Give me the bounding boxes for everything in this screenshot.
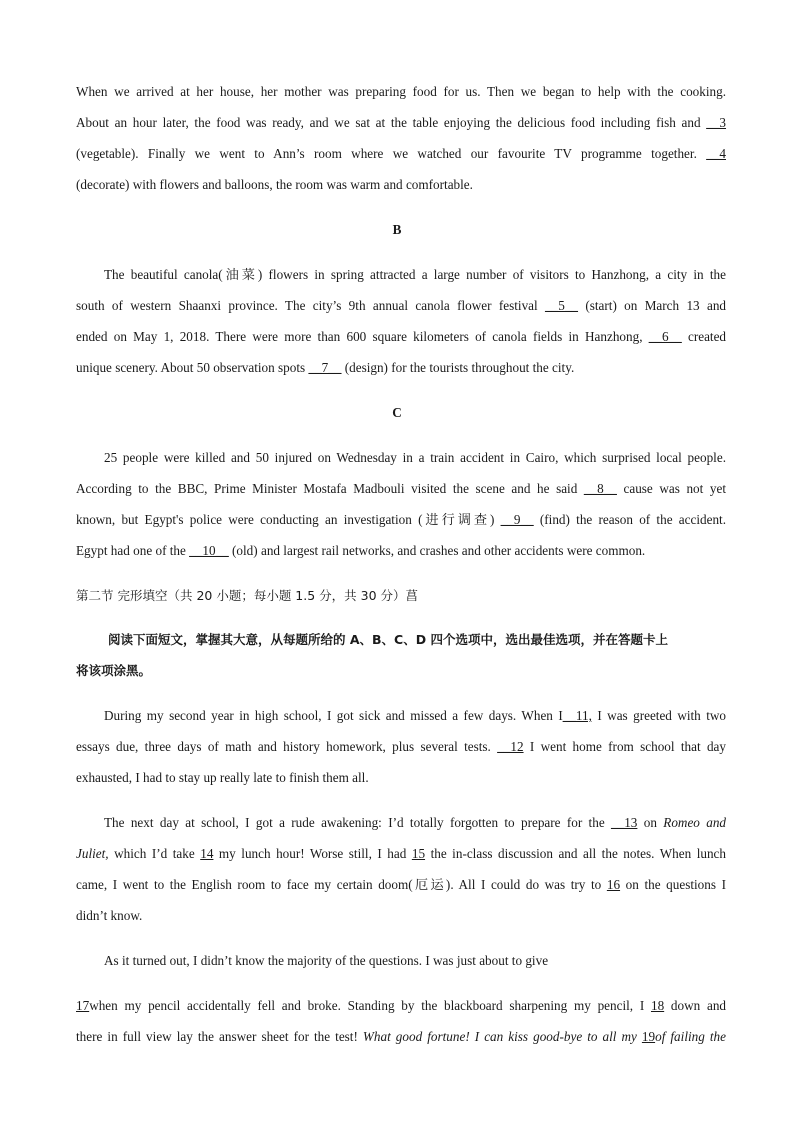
paragraph-b-line-3: [76, 328, 726, 346]
blank-19[interactable]: 19: [641, 1029, 656, 1044]
italic-thought: What good fortune! I can kiss good-bye to all my: [362, 1029, 637, 1044]
blank-6[interactable]: __6__: [648, 329, 682, 344]
instruction-line-1: 阅读下面短文，掌握其大意，从每题所给的 A、B、C、D 四个选项中，选出最佳选项，并在答题卡上: [108, 632, 668, 647]
paragraph-c-line-4: [76, 542, 726, 560]
text-run: there in full view lay the answer sheet for the test!: [76, 1029, 358, 1044]
passage-p1-line-2: [76, 738, 726, 756]
text-run: I was greeted with two: [597, 708, 726, 723]
text-run: when my pencil accidentally fell and broke. Standing by the blackboard sharpening my pencil, I: [89, 998, 645, 1013]
paragraph-c-line-1: [76, 449, 726, 467]
paragraph-b-line-4: [76, 359, 726, 377]
part-2-title: 第二节 完形填空（共 20 小题；每小题 1.5 分，共 30 分）菖: [76, 588, 419, 603]
passage-p2-line-3: [76, 876, 726, 894]
text-run: ended on May 1, 2018. There were more than 600 square kilometers of canola fields in Hanzhong,: [76, 329, 643, 344]
instruction-line-2: 将该项涂黑。: [76, 663, 152, 678]
text-run: on: [643, 815, 657, 830]
section-b-heading: B: [392, 222, 402, 237]
text-run: cause was not yet: [623, 481, 727, 496]
text-run: unique scenery. About 50 observation spots: [76, 360, 306, 375]
blank-15[interactable]: 15: [411, 846, 426, 861]
passage-p3-line-2: [76, 997, 726, 1015]
text-run: which I’d take: [114, 846, 195, 861]
blank-7[interactable]: __7__: [308, 360, 342, 375]
text-run: According to the BBC, Prime Minister Mostafa Madbouli visited the scene and he said: [76, 481, 578, 496]
blank-11[interactable]: __11,: [562, 708, 592, 723]
passage-p3-line-3: [76, 1028, 726, 1046]
text-run: 25 people were killed and 50 injured on Wednesday in a train accident in Cairo, which surprised local people.: [104, 450, 726, 465]
text-run: my lunch hour! Worse still, I had: [218, 846, 407, 861]
paragraph-b-line-1: [76, 266, 726, 284]
blank-10[interactable]: __10__: [189, 543, 229, 558]
paragraph-a-line-4: [76, 176, 726, 194]
passage-p3-line-1: [76, 952, 726, 970]
text-run: When we arrived at her house, her mother was preparing food for us. Then we began to help with the cooking.: [76, 84, 726, 99]
blank-12[interactable]: __12: [497, 739, 524, 754]
text-run: on the questions I: [625, 877, 726, 892]
italic-thought: of failing the: [655, 1029, 726, 1044]
blank-9[interactable]: __9__: [500, 512, 534, 527]
text-run: south of western Shaanxi province. The city’s 9th annual canola flower festival: [76, 298, 538, 313]
blank-16[interactable]: 16: [606, 877, 621, 892]
blank-3[interactable]: __3: [706, 115, 727, 130]
text-run: created: [687, 329, 727, 344]
text-run: (old) and largest rail networks, and crashes and other accidents were common.: [232, 543, 646, 558]
paragraph-a-line-1: [76, 83, 726, 101]
blank-18[interactable]: 18: [650, 998, 665, 1013]
text-run: (vegetable). Finally we went to Ann’s room where we watched our favourite TV programme together.: [76, 146, 697, 161]
text-run: came, I went to the English room to face my certain doom(厄运). All I could do was try to: [76, 877, 602, 892]
text-run: known, but Egypt's police were conducting an investigation (进行调查): [76, 512, 495, 527]
section-c-heading: C: [392, 405, 402, 420]
paragraph-a-line-2: [76, 114, 726, 132]
passage-p2-line-1: [76, 814, 726, 832]
text-run: As it turned out, I didn’t know the majority of the questions. I was just about to give: [104, 953, 549, 968]
blank-14[interactable]: 14: [200, 846, 214, 861]
text-run: (find) the reason of the accident.: [539, 512, 727, 527]
paragraph-a-line-3: [76, 145, 726, 163]
text-run: exhausted, I had to stay up really late to finish them all.: [76, 770, 369, 785]
paragraph-c-line-2: [76, 480, 726, 498]
text-run: essays due, three days of math and history homework, plus several tests.: [76, 739, 491, 754]
blank-5[interactable]: __5__: [545, 298, 578, 313]
passage-p1-line-1: [76, 707, 726, 725]
text-run: (design) for the tourists throughout the city.: [344, 360, 575, 375]
book-title: Romeo and: [663, 815, 727, 830]
text-run: the in-class discussion and all the notes. When lunch: [430, 846, 727, 861]
blank-4[interactable]: __4: [706, 146, 726, 161]
text-run: About an hour later, the food was ready, and we sat at the table enjoying the delicious food including fish and: [76, 115, 701, 130]
passage-p1-line-3: [76, 769, 726, 787]
text-run: I went home from school that day: [529, 739, 727, 754]
passage-p2-line-2: [76, 845, 726, 863]
book-title: Juliet,: [76, 846, 109, 861]
text-run: Egypt had one of the: [76, 543, 186, 558]
text-run: During my second year in high school, I got sick and missed a few days. When I: [104, 708, 563, 723]
paragraph-c-line-3: [76, 511, 726, 529]
text-run: The beautiful canola(油菜) flowers in spring attracted a large number of visitors to Hanzhong, a city in the: [104, 267, 726, 282]
paragraph-b-line-2: [76, 297, 726, 315]
passage-p2-line-4: [76, 907, 726, 925]
text-run: The next day at school, I got a rude awakening: I’d totally forgotten to prepare for the: [104, 815, 605, 830]
blank-8[interactable]: __8__: [583, 481, 617, 496]
blank-17[interactable]: 17: [76, 998, 90, 1013]
text-run: (decorate) with flowers and balloons, the room was warm and comfortable.: [76, 177, 473, 192]
text-run: didn’t know.: [76, 908, 143, 923]
text-run: (start) on March 13 and: [585, 298, 727, 313]
text-run: down and: [670, 998, 727, 1013]
blank-13[interactable]: __13: [611, 815, 638, 830]
